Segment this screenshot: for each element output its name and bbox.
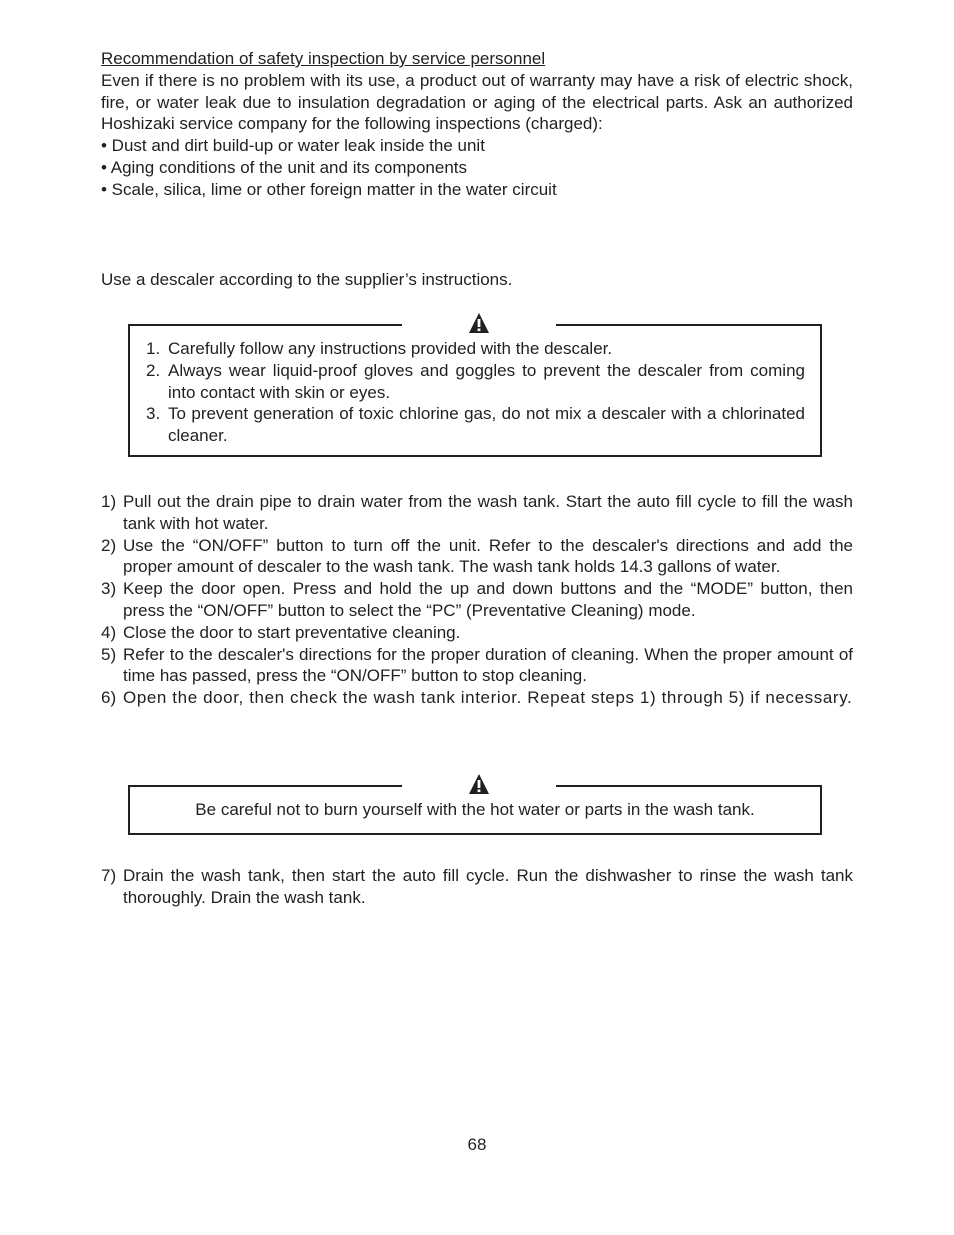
warning-triangle-icon [402,312,556,338]
list-item: 3) Keep the door open. Press and hold the up and down buttons and the “MODE” button, then press the “ON/OFF” button to select the “PC” (Preventative Cleaning) mode. [101,579,853,620]
inspection-heading: Recommendation of safety inspection by service personnel [101,49,546,68]
inspection-body: Even if there is no problem with its use, a product out of warranty may have a risk of electric shock, fire, or water leak due to insulation degradation or aging of the electrical parts. Ask an authorized Hoshizaki service company for the following inspections (charged): [101,70,853,134]
list-item: 7) Drain the wash tank, then start the auto fill cycle. Run the dishwasher to rinse the wash tank thoroughly. Drain the wash tank. [101,866,853,907]
list-item: 5) Refer to the descaler's directions for the proper duration of cleaning. When the proper amount of time has passed, press the “ON/OFF” button to stop cleaning. [101,644,853,686]
page-number: 68 [467,1135,487,1154]
warning-text: Be careful not to burn yourself with the hot water or parts in the wash tank. [195,800,755,819]
warning-box-hot-water [128,785,822,835]
list-item: • Dust and dirt build-up or water leak inside the unit [101,136,485,156]
list-item: 1) Pull out the drain pipe to drain water from the wash tank. Start the auto fill cycle to fill the wash tank with hot water. [101,492,853,533]
warning-box-descaler [128,324,822,457]
inspection-bullet-list [101,135,853,200]
descaler-intro: Use a descaler according to the supplier’s instructions. [101,270,513,289]
list-item: 3. To prevent generation of toxic chlorine gas, do not mix a descaler with a chlorinated cleaner. [146,404,805,446]
list-item: 2. Always wear liquid-proof gloves and goggles to prevent the descaler from coming into contact with skin or eyes. [146,360,805,402]
list-item: • Aging conditions of the unit and its components [101,157,468,177]
safety-inspection-section [101,48,853,201]
list-item: 1. Carefully follow any instructions provided with the descaler. [146,339,613,358]
final-step [101,865,853,909]
list-item: 4) Close the door to start preventative cleaning. [101,622,461,642]
list-item: 6) Open the door, then check the wash tank interior. Repeat steps 1) through 5) if necessary. [101,688,853,708]
procedure-steps [101,491,853,709]
warning-triangle-icon [402,773,556,799]
warning-list [146,338,805,447]
list-item: 2) Use the “ON/OFF” button to turn off the unit. Refer to the descaler's directions and add the proper amount of descaler to the wash tank. The wash tank holds 14.3 gallons of water. [101,535,853,577]
list-item: • Scale, silica, lime or other foreign matter in the water circuit [101,179,557,199]
